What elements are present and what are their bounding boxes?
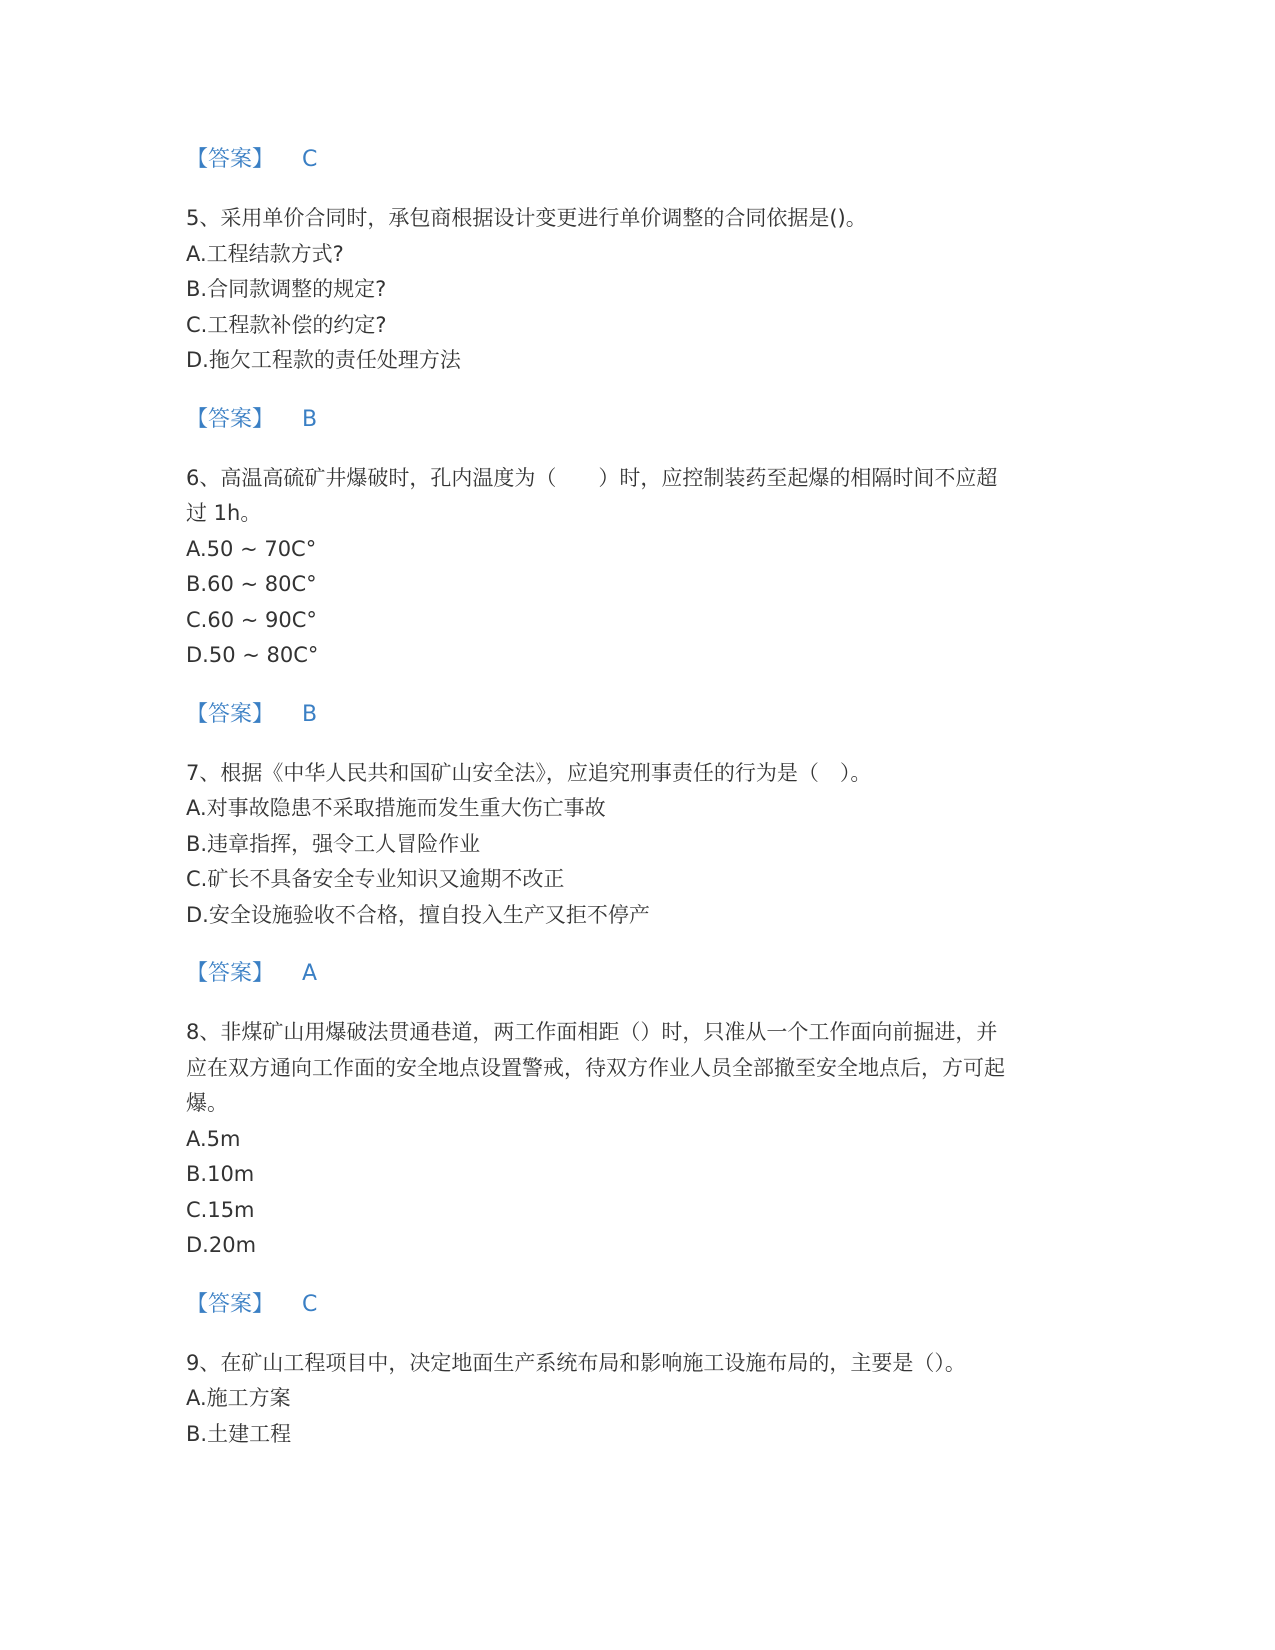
question-stem	[186, 756, 1086, 792]
option-a: A.工程结款方式?	[186, 241, 344, 266]
option-b: B.土建工程	[186, 1421, 292, 1446]
answer-value: B	[302, 406, 318, 432]
answer-label: 【答案】	[186, 1291, 275, 1317]
question-6	[186, 461, 1086, 674]
option-a: A.施工方案	[186, 1386, 291, 1410]
option-c: C.15m	[186, 1197, 255, 1222]
question-9	[186, 1346, 1086, 1453]
answer-value: C	[302, 147, 318, 172]
option-d: D.安全设施验收不合格，擅自投入生产又拒不停产	[186, 902, 650, 927]
stem-line: 8、非煤矿山用爆破法贯通巷道，两工作面相距（）时，只准从一个工作面向前掘进，并	[186, 1020, 998, 1044]
answer-value: B	[302, 701, 318, 727]
option-b: B.合同款调整的规定?	[186, 277, 387, 301]
option-a: A.5m	[186, 1126, 241, 1151]
answer-line	[186, 403, 1086, 437]
answer-label: 【答案】	[186, 961, 275, 986]
question-stem	[186, 201, 1086, 237]
question-8	[186, 1015, 1086, 1264]
option-d: D.50 ~ 80C°	[186, 643, 319, 667]
question-stem	[186, 461, 1086, 532]
answer-value: A	[302, 961, 318, 986]
option-b: B.60 ~ 80C°	[186, 572, 317, 596]
answer-label: 【答案】	[186, 147, 275, 172]
option-c: C.矿长不具备安全专业知识又逾期不改正	[186, 867, 565, 891]
option-c: C.工程款补偿的约定?	[186, 312, 387, 337]
question-5	[186, 201, 1086, 379]
option-d: D.拖欠工程款的责任处理方法	[186, 348, 461, 372]
stem-line: 应在双方通向工作面的安全地点设置警戒，待双方作业人员全部撤至安全地点后，方可起	[186, 1055, 1005, 1080]
question-stem	[186, 1015, 1086, 1122]
question-stem	[186, 1346, 1086, 1382]
stem-line: 5、采用单价合同时，承包商根据设计变更进行单价调整的合同依据是()。	[186, 206, 867, 230]
stem-line: 7、根据《中华人民共和国矿山安全法》，应追究刑事责任的行为是（ ）。	[186, 760, 872, 785]
answer-line	[186, 1288, 1086, 1322]
option-a: A.对事故隐患不采取措施而发生重大伤亡事故	[186, 796, 606, 820]
stem-line: 过 1h。	[186, 501, 262, 525]
option-b: B.违章指挥，强令工人冒险作业	[186, 831, 481, 856]
answer-line	[186, 143, 1086, 177]
option-c: C.60 ~ 90C°	[186, 607, 317, 632]
answer-label: 【答案】	[186, 701, 275, 727]
stem-line: 爆。	[186, 1091, 228, 1115]
stem-line: 6、高温高硫矿井爆破时，孔内温度为（ ）时，应控制装药至起爆的相隔时间不应超	[186, 465, 998, 490]
answer-value: C	[302, 1291, 318, 1317]
answer-line	[186, 957, 1086, 991]
option-a: A.50 ~ 70C°	[186, 536, 317, 561]
option-d: D.20m	[186, 1233, 257, 1257]
answer-label: 【答案】	[186, 406, 275, 432]
answer-line	[186, 698, 1086, 732]
question-7	[186, 756, 1086, 934]
question-list	[186, 143, 1086, 1476]
stem-line: 9、在矿山工程项目中，决定地面生产系统布局和影响施工设施布局的，主要是（）。	[186, 1350, 966, 1375]
option-b: B.10m	[186, 1162, 255, 1186]
